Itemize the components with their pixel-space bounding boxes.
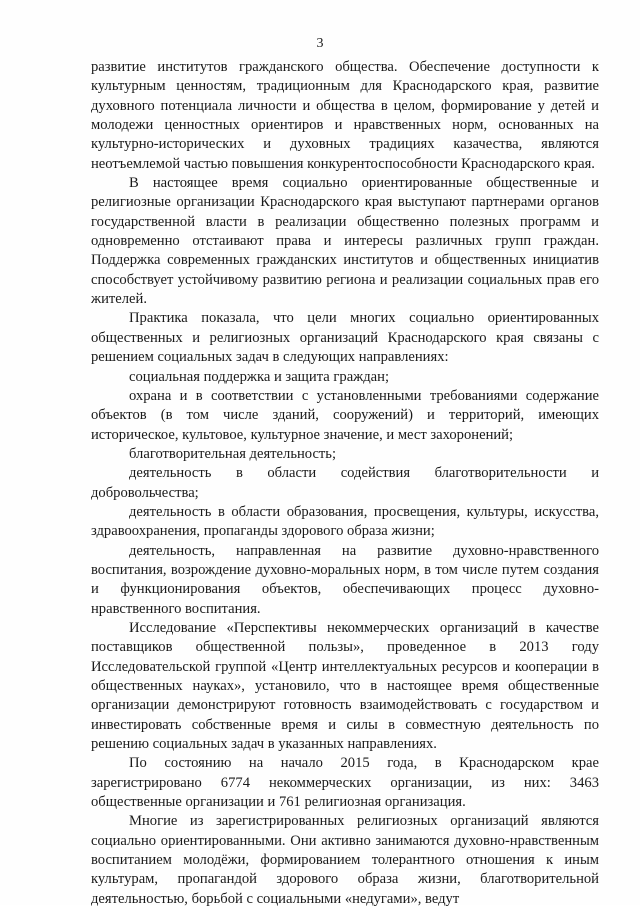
paragraph-3: Практика показала, что цели многих социально ориентированных общественных и религиозных организаций Краснодарского края связаны с решением социальных задач в следующих направлениях: (91, 310, 599, 366)
paragraph-religious-organizations: Многие из зарегистрированных религиозных организаций являются социально ориентированными. Они активно занимаются духовно-нравственным воспитанием молодёжи, формированием толерантного отношения к иным культурам, пропагандой здорового образа жизни, благотворительной деятельностью, борьбой с социальными «недугами», ведут (91, 813, 599, 907)
document-body (91, 58, 599, 909)
paragraph-2: В настоящее время социально ориентированные общественные и религиозные организации Краснодарского края выступают партнерами органов государственной власти в реализации общественно полезных программ и одновременно отстаивают права и интересы различных групп граждан. Поддержка современных гражданских институтов и общественных инициатив способствует устойчивому развитию региона и реализации социальных прав его жителей. (91, 175, 599, 308)
list-item-education-culture: деятельность в области образования, просвещения, культуры, искусства, здравоохранения, пропаганды здорового образа жизни; (91, 503, 599, 540)
paragraph-research: Исследование «Перспективы некоммерческих организаций в качестве поставщиков общественной пользы», проведенное в 2013 году Исследовательской группой «Центр интеллектуальных ресурсов и кооперации в общественных науках», установило, что в настоящее время общественные организации демонстрируют готовность взаимодействовать с государством и инвестировать собственные время и силы в совместную деятельность по решению социальных задач в указанных направлениях. (91, 619, 599, 753)
list-item-charity: благотворительная деятельность; (129, 445, 337, 462)
list-item-social-support: социальная поддержка и защита граждан; (129, 368, 390, 385)
list-item-spiritual-education: деятельность, направленная на развитие духовно-нравственного воспитания, возрождение духовно-моральных норм, в том числе путем создания и функционирования объектов, обеспечивающих процесс духовно-нравственного воспитания. (91, 542, 599, 617)
paragraph-statistics: По состоянию на начало 2015 года, в Краснодарском крае зарегистрировано 6774 некоммерческих организации, из них: 3463 общественные организации и 761 религиозная организация. (91, 755, 599, 811)
list-item-heritage-protection: охрана и в соответствии с установленными требованиями содержание объектов (в том числе зданий, сооружений) и территорий, имеющих историческое, культовое, культурное значение, и мест захоронений; (91, 387, 599, 443)
paragraph-1: развитие институтов гражданского общества. Обеспечение доступности к культурным ценностям, традиционным для Краснодарского края, развитие духовного потенциала личности и общества в целом, формирование у детей и молодежи ценностных ориентиров и нравственных норм, основанных на культурно-исторических и духовных традициях казачества, являются неотъемлемой частью повышения конкурентоспособности Краснодарского края. (91, 59, 599, 172)
list-item-volunteering: деятельность в области содействия благотворительности и добровольчества; (91, 465, 599, 501)
page-number: 3 (316, 36, 324, 51)
